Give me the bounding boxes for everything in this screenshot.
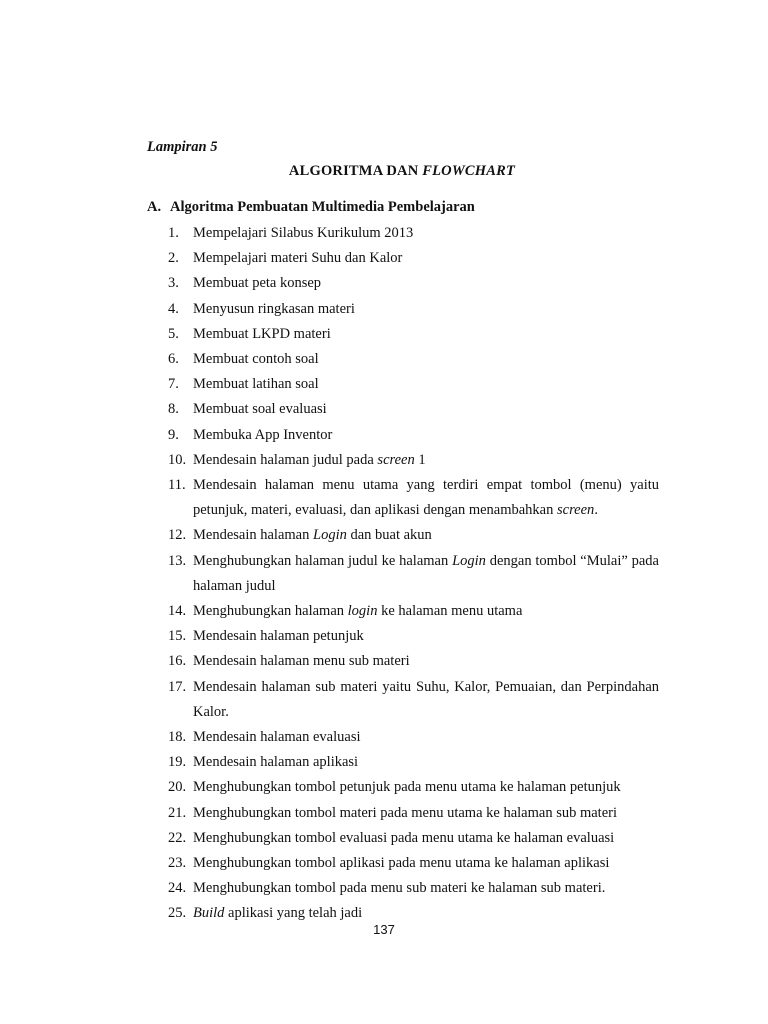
list-item-number: 12. bbox=[168, 527, 187, 544]
list-item-number: 19. bbox=[168, 754, 187, 771]
list-item-number: 15. bbox=[168, 628, 187, 645]
text-run: Menghubungkan tombol materi pada menu utama ke halaman sub materi bbox=[193, 804, 618, 821]
list-item-text bbox=[193, 423, 659, 448]
text-run: Mendesain halaman menu utama yang terdiri empat tombol (menu) yaitu petunjuk, materi, evaluasi, dan aplikasi dengan menambahkan bbox=[193, 477, 659, 519]
list-item-text bbox=[193, 725, 659, 750]
list-item bbox=[147, 397, 659, 422]
text-run: Membuat latihan soal bbox=[193, 376, 319, 393]
list-item-text bbox=[193, 347, 659, 372]
list-item bbox=[147, 826, 659, 851]
list-item-text bbox=[193, 221, 659, 246]
list-item bbox=[147, 599, 659, 624]
list-item-text bbox=[193, 826, 659, 851]
text-run: Mendesain halaman judul pada bbox=[193, 451, 378, 468]
list-item bbox=[147, 750, 659, 775]
text-run: Membuat peta konsep bbox=[193, 275, 322, 292]
list-item bbox=[147, 297, 659, 322]
page-number: 137 bbox=[373, 922, 395, 937]
italic-term: Login bbox=[452, 552, 486, 569]
list-item bbox=[147, 624, 659, 649]
list-item-number: 14. bbox=[168, 603, 187, 620]
italic-term: Login bbox=[313, 527, 347, 544]
list-item bbox=[147, 322, 659, 347]
list-item-text bbox=[193, 372, 659, 397]
italic-term: screen bbox=[377, 451, 415, 468]
list-item-text bbox=[193, 624, 659, 649]
list-item-text bbox=[193, 448, 659, 473]
text-run: Membuat LKPD materi bbox=[193, 325, 331, 342]
list-item-number: 6. bbox=[168, 351, 179, 368]
list-item-number: 22. bbox=[168, 829, 187, 846]
list-item bbox=[147, 851, 659, 876]
text-run: 1 bbox=[414, 451, 426, 468]
list-item bbox=[147, 246, 659, 271]
text-run: Menghubungkan halaman judul ke halaman bbox=[193, 552, 453, 569]
list-item-text bbox=[193, 876, 659, 901]
text-run: Menghubungkan tombol pada menu sub materi ke halaman sub materi. bbox=[193, 880, 606, 897]
list-item-text bbox=[193, 801, 659, 826]
list-item-number: 2. bbox=[168, 250, 179, 267]
title-italic: FLOWCHART bbox=[422, 163, 516, 179]
text-run: Menghubungkan halaman bbox=[193, 603, 348, 620]
list-item bbox=[147, 725, 659, 750]
list-item bbox=[147, 372, 659, 397]
list-item-number: 7. bbox=[168, 376, 179, 393]
list-item-text bbox=[193, 297, 659, 322]
list-item-number: 5. bbox=[168, 325, 179, 342]
list-item bbox=[147, 448, 659, 473]
list-item bbox=[147, 473, 659, 523]
title-prefix: ALGORITMA DAN bbox=[288, 163, 423, 179]
list-item-number: 13. bbox=[168, 552, 187, 569]
list-item-number: 18. bbox=[168, 729, 187, 746]
text-run: dengan tombol “Mulai” pada halaman judul bbox=[193, 552, 659, 594]
text-run: Mendesain halaman petunjuk bbox=[193, 628, 364, 645]
list-item-number: 17. bbox=[168, 678, 187, 695]
text-run: Menghubungkan tombol petunjuk pada menu utama ke halaman petunjuk bbox=[193, 779, 621, 796]
text-run: Menghubungkan tombol evaluasi pada menu utama ke halaman evaluasi bbox=[193, 829, 615, 846]
text-run: Menyusun ringkasan materi bbox=[193, 300, 355, 317]
text-run: Mendesain halaman menu sub materi bbox=[193, 653, 410, 670]
list-item bbox=[147, 675, 659, 725]
text-run: Mendesain halaman bbox=[193, 527, 313, 544]
list-item-number: 16. bbox=[168, 653, 187, 670]
italic-term: Build bbox=[193, 905, 225, 922]
text-run: Membuka App Inventor bbox=[193, 426, 333, 443]
list-item-number: 8. bbox=[168, 401, 179, 418]
list-item-number: 21. bbox=[168, 804, 187, 821]
list-item-text bbox=[193, 675, 659, 725]
list-item-text bbox=[193, 397, 659, 422]
italic-term: login bbox=[347, 603, 378, 620]
list-item-text bbox=[193, 473, 659, 523]
text-run: Membuat soal evaluasi bbox=[193, 401, 327, 418]
algorithm-list bbox=[147, 221, 659, 927]
list-item-text bbox=[193, 549, 659, 599]
list-item-text bbox=[193, 271, 659, 296]
list-item-number: 4. bbox=[168, 300, 179, 317]
list-item-text bbox=[193, 322, 659, 347]
list-item-number: 10. bbox=[168, 451, 187, 468]
list-item-text bbox=[193, 523, 659, 548]
section-heading bbox=[147, 197, 475, 217]
list-item-number: 1. bbox=[168, 225, 179, 241]
list-item-text bbox=[193, 649, 659, 674]
list-item-number: 23. bbox=[168, 855, 187, 872]
list-item bbox=[147, 221, 659, 246]
list-item-number: 11. bbox=[168, 477, 186, 494]
list-item-text bbox=[193, 775, 659, 800]
list-item-number: 9. bbox=[168, 426, 179, 443]
italic-term: screen bbox=[557, 502, 595, 519]
list-item bbox=[147, 775, 659, 800]
list-item bbox=[147, 649, 659, 674]
list-item bbox=[147, 801, 659, 826]
list-item-number: 3. bbox=[168, 275, 179, 292]
list-item-number: 25. bbox=[168, 905, 187, 922]
text-run: Mempelajari Silabus Kurikulum 2013 bbox=[193, 225, 414, 241]
list-item bbox=[147, 271, 659, 296]
text-run: Membuat contoh soal bbox=[193, 351, 319, 368]
list-item-number: 20. bbox=[168, 779, 187, 796]
list-item bbox=[147, 549, 659, 599]
text-run: Mempelajari materi Suhu dan Kalor bbox=[193, 250, 403, 267]
page-title bbox=[147, 161, 657, 181]
section-title: Algoritma Pembuatan Multimedia Pembelajaran bbox=[170, 199, 475, 215]
section-letter: A. bbox=[147, 199, 162, 215]
text-run: dan buat akun bbox=[346, 527, 432, 544]
list-item-text bbox=[193, 750, 659, 775]
text-run: Mendesain halaman evaluasi bbox=[193, 729, 361, 746]
text-run: ke halaman menu utama bbox=[377, 603, 523, 620]
list-item-number: 24. bbox=[168, 880, 187, 897]
list-item bbox=[147, 347, 659, 372]
text-run: Menghubungkan tombol aplikasi pada menu utama ke halaman aplikasi bbox=[193, 855, 610, 872]
list-item bbox=[147, 423, 659, 448]
text-run: . bbox=[594, 502, 598, 519]
list-item-text bbox=[193, 246, 659, 271]
text-run: Mendesain halaman sub materi yaitu Suhu, Kalor, Pemuaian, dan Perpindahan Kalor. bbox=[193, 678, 659, 720]
text-run: aplikasi yang telah jadi bbox=[224, 905, 363, 922]
list-item-text bbox=[193, 599, 659, 624]
list-item-text bbox=[193, 851, 659, 876]
list-item bbox=[147, 876, 659, 901]
appendix-label: Lampiran 5 bbox=[147, 139, 218, 155]
list-item bbox=[147, 523, 659, 548]
text-run: Mendesain halaman aplikasi bbox=[193, 754, 359, 771]
